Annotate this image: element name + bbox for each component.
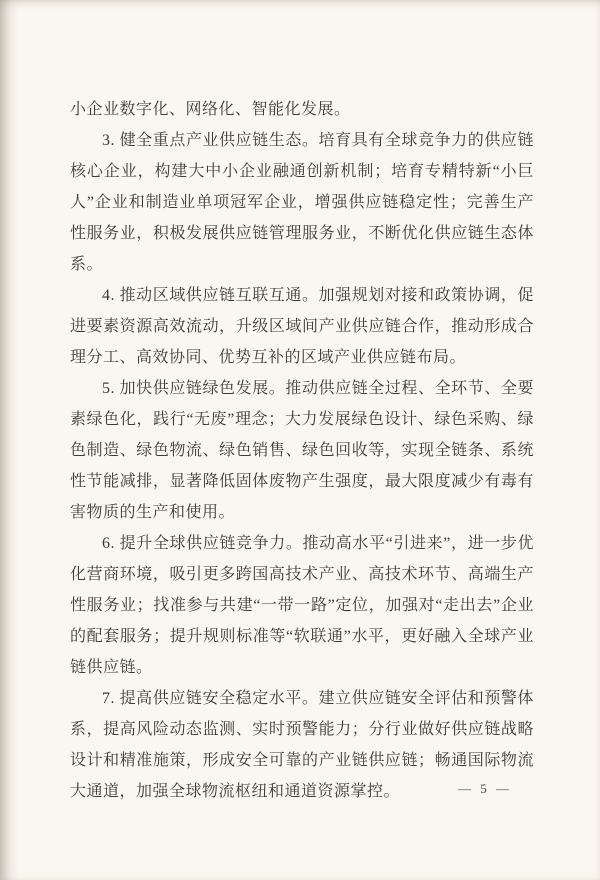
paragraph-item-7: 7. 提高供应链安全稳定水平。建立供应链安全评估和预警体系，提高风险动态监测、实时预警能力；分行业做好供应链战略设计和精准施策，形成安全可靠的产业链供应链；畅通国际物流大通道，加强全球物流枢纽和通道资源掌控。	[70, 690, 534, 800]
paragraph-item-4: 4. 推动区域供应链互联互通。加强规划对接和政策协调，促进要素资源高效流动，升级区域间产业供应链合作，推动形成合理分工、高效协同、优势互补的区域产业供应链布局。	[70, 287, 534, 366]
paragraph-item-3: 3. 健全重点产业供应链生态。培育具有全球竞争力的供应链核心企业，构建大中小企业融通创新机制；培育专精特新“小巨人”企业和制造业单项冠军企业，增强供应链稳定性；完善生产性服务业，积极发展供应链管理服务业，不断优化供应链生态体系。	[70, 132, 534, 273]
document-body	[70, 94, 534, 807]
paragraph-item-6: 6. 提升全球供应链竞争力。推动高水平“引进来”，进一步优化营商环境，吸引更多跨国高技术产业、高技术环节、高端生产性服务业；找准参与共建“一带一路”定位，加强对“走出去”企业的配套服务；提升规则标准等“软联通”水平，更好融入全球产业链供应链。	[70, 535, 534, 676]
paragraph-item-5: 5. 加快供应链绿色发展。推动供应链全过程、全环节、全要素绿色化，践行“无废”理念；大力发展绿色设计、绿色采购、绿色制造、绿色物流、绿色销售、绿色回收等，实现全链条、系统性节能减排，显著降低固体废物产生强度，最大限度减少有毒有害物质的生产和使用。	[70, 380, 534, 521]
page-number: — 5 —	[458, 781, 512, 796]
paragraph: 小企业数字化、网络化、智能化发展。	[70, 101, 351, 118]
